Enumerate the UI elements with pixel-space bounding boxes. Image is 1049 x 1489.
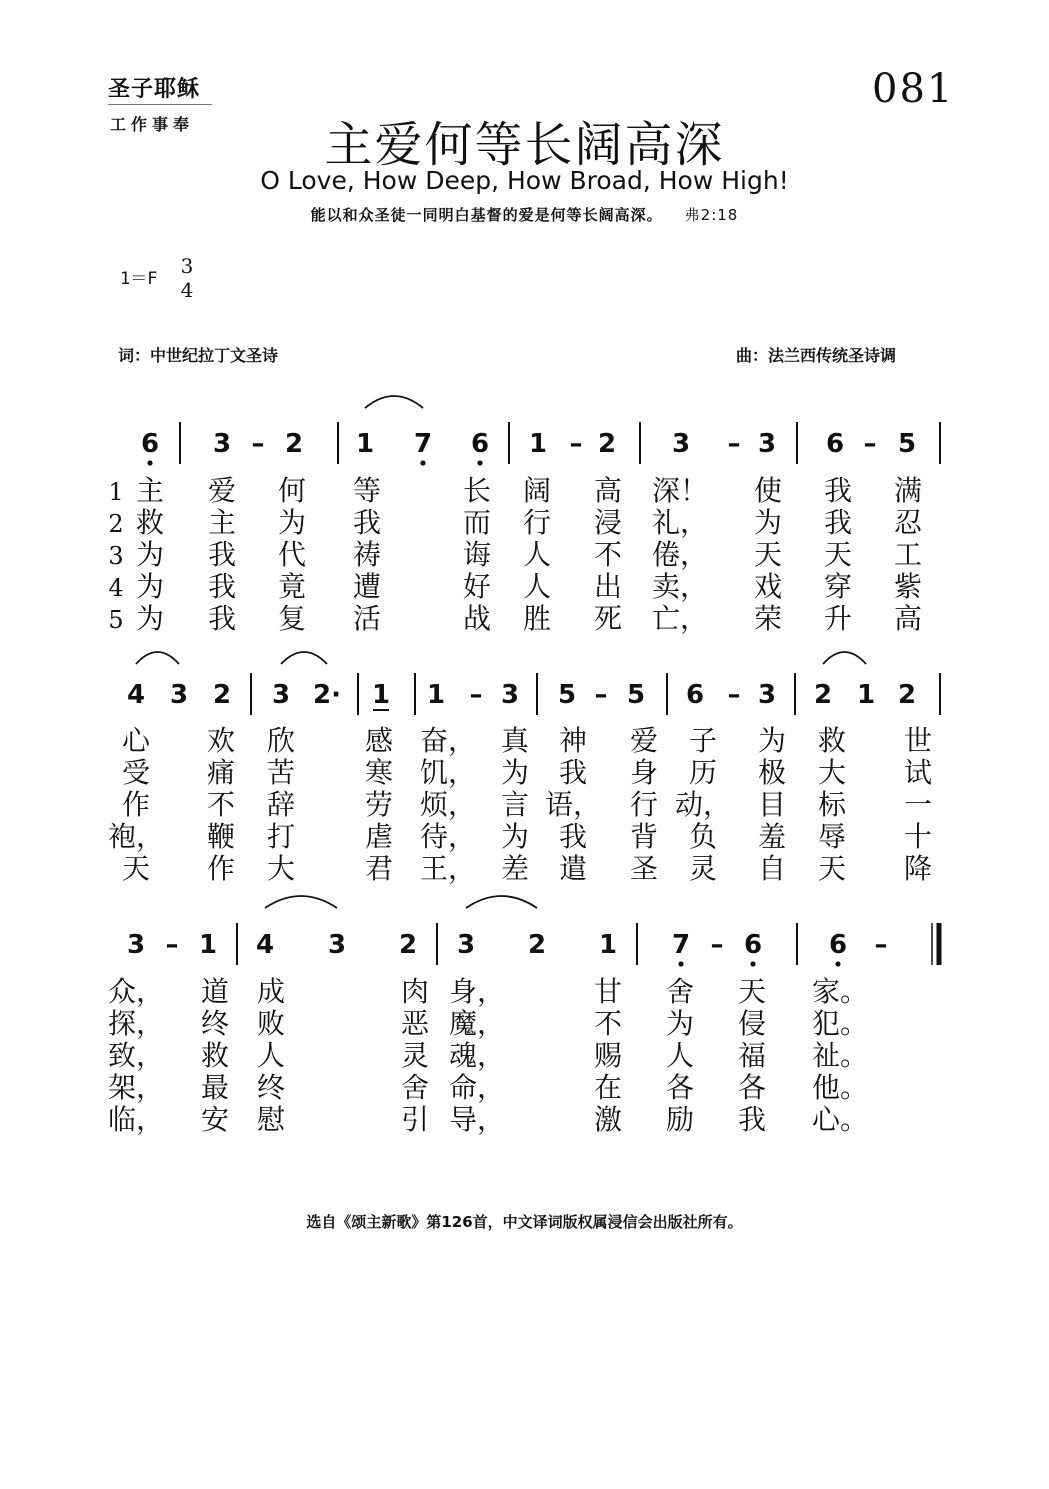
composer-credit: 曲：法兰西传统圣诗调: [736, 346, 897, 365]
octave-dot: [835, 961, 840, 966]
lyric-char: 安: [200, 1103, 230, 1136]
lyric-char: 激: [593, 1103, 623, 1136]
lyric-char: 受: [121, 756, 151, 789]
lyric-char: 君: [364, 852, 394, 885]
lyric-char: 等: [352, 474, 382, 507]
lyric-char: 亡，: [651, 602, 709, 635]
lyric-char: 不: [593, 538, 623, 571]
lyric-char: 肉: [400, 975, 430, 1008]
note: 2: [597, 429, 617, 459]
dash-sustain: –: [469, 680, 483, 710]
lyric-char: 辞: [266, 788, 296, 821]
lyric-char: 魔，: [448, 1007, 506, 1040]
octave-dot: [750, 961, 755, 966]
lyric-char: 大: [266, 852, 296, 885]
verse-number: 5: [108, 606, 124, 634]
dash-sustain: –: [165, 930, 179, 960]
lyric-char: 苦: [266, 756, 296, 789]
lyric-char: 心: [121, 724, 151, 757]
lyric-char: 灵: [400, 1039, 430, 1072]
lyric-char: 为: [665, 1007, 695, 1040]
lyric-char: 卖，: [651, 570, 709, 603]
lyric-char: 降: [903, 852, 933, 885]
lyric-char: 子: [688, 724, 718, 757]
lyric-char: 为: [500, 756, 530, 789]
lyric-char: 试: [903, 756, 933, 789]
slur: [823, 652, 866, 664]
lyric-char: 活: [352, 602, 382, 635]
lyric-char: 奋，: [419, 724, 477, 757]
verse-number: 2: [108, 510, 124, 538]
lyric-char: 圣: [629, 852, 659, 885]
lyric-char: 遣: [558, 852, 588, 885]
note: 2: [212, 680, 232, 710]
lyric-char: 言: [500, 788, 530, 821]
lyric-char: 鞭: [206, 820, 236, 853]
lyric-char: 为: [500, 820, 530, 853]
note: 3: [212, 429, 232, 459]
note: 2: [398, 930, 418, 960]
note: 1: [198, 930, 218, 960]
note: 2: [527, 930, 547, 960]
note: 5: [897, 429, 917, 459]
lyric-char: 烦，: [419, 788, 477, 821]
note: 6: [825, 429, 845, 459]
note: 3: [757, 680, 777, 710]
time-signature-bottom: 4: [180, 278, 194, 302]
note: 5: [626, 680, 646, 710]
lyric-char: 他。: [811, 1071, 869, 1104]
lyric-char: 饥，: [419, 756, 477, 789]
lyric-char: 为: [135, 570, 165, 603]
lyric-char: 甘: [593, 975, 623, 1008]
lyric-char: 欢: [206, 724, 236, 757]
lyric-char: 我: [558, 756, 588, 789]
lyric-char: 倦，: [651, 538, 709, 571]
lyric-char: 世: [903, 724, 933, 757]
lyric-char: 爱: [629, 724, 659, 757]
lyric-char: 好: [462, 570, 492, 603]
lyric-char: 行: [629, 788, 659, 821]
lyric-char: 侵: [737, 1007, 767, 1040]
note: 6: [743, 930, 763, 960]
lyric-char: 我: [352, 506, 382, 539]
note: 2: [813, 680, 833, 710]
lyric-char: 我: [207, 570, 237, 603]
note: 3: [169, 680, 189, 710]
lyric-char: 浸: [593, 506, 623, 539]
lyric-char: 工: [893, 538, 923, 571]
lyric-char: 动，: [674, 788, 732, 821]
lyric-char: 目: [757, 788, 787, 821]
lyric-char: 不: [593, 1007, 623, 1040]
lyric-char: 羞: [757, 820, 787, 853]
lyric-char: 人: [522, 570, 552, 603]
verse-number: 3: [108, 542, 124, 570]
note: 1: [371, 680, 391, 710]
scripture-reference: 弗2:18: [684, 206, 739, 224]
lyric-char: 一: [903, 788, 933, 821]
dash-sustain: –: [710, 930, 724, 960]
octave-dot: [147, 460, 152, 465]
lyric-char: 在: [593, 1071, 623, 1104]
lyric-char: 主: [207, 506, 237, 539]
lyric-char: 标: [817, 788, 847, 821]
dash-sustain: –: [874, 930, 888, 960]
lyric-char: 战: [462, 602, 492, 635]
lyric-char: 最: [200, 1071, 230, 1104]
note: 5: [557, 680, 577, 710]
lyric-char: 诲: [462, 538, 492, 571]
lyric-char: 家。: [811, 975, 869, 1008]
lyric-char: 各: [665, 1071, 695, 1104]
lyric-char: 辱: [817, 820, 847, 853]
lyric-char: 人: [522, 538, 552, 571]
lyric-char: 出: [593, 570, 623, 603]
lyric-char: 救: [200, 1039, 230, 1072]
octave-dot: [678, 961, 683, 966]
lyric-char: 导，: [448, 1103, 506, 1136]
lyric-char: 终: [200, 1007, 230, 1040]
note: 1: [598, 930, 618, 960]
note: 6: [140, 429, 160, 459]
slur: [265, 896, 337, 908]
note: 3: [456, 930, 476, 960]
note: 3: [757, 429, 777, 459]
lyric-char: 败: [256, 1007, 286, 1040]
lyric-char: 我: [558, 820, 588, 853]
lyric-char: 身，: [448, 975, 506, 1008]
lyric-char: 天: [737, 975, 767, 1008]
lyric-char: 打: [266, 820, 296, 853]
lyric-char: 灵: [688, 852, 718, 885]
lyric-char: 十: [903, 820, 933, 853]
hymn-number: 081: [872, 66, 955, 112]
lyric-char: 祷: [352, 538, 382, 571]
lyric-char: 临，: [107, 1103, 165, 1136]
lyric-char: 励: [665, 1103, 695, 1136]
note: 7: [413, 429, 433, 459]
lyric-char: 背: [629, 820, 659, 853]
lyric-char: 神: [558, 724, 588, 757]
note: 4: [255, 930, 275, 960]
note: 6: [828, 930, 848, 960]
note: 3: [671, 429, 691, 459]
lyric-char: 舍: [665, 975, 695, 1008]
lyric-char: 语，: [544, 788, 602, 821]
lyric-char: 为: [135, 538, 165, 571]
note: 3: [271, 680, 291, 710]
note: 1: [856, 680, 876, 710]
lyric-char: 寒: [364, 756, 394, 789]
copyright-footer: 选自《颂主新歌》第126首，中文译词版权属浸信会出版社所有。: [306, 1213, 743, 1231]
lyric-char: 救: [135, 506, 165, 539]
note: 6: [685, 680, 705, 710]
lyric-char: 升: [823, 602, 853, 635]
lyric-char: 负: [688, 820, 718, 853]
lyric-char: 高: [593, 474, 623, 507]
lyric-char: 代: [277, 538, 307, 571]
lyric-char: 众，: [107, 975, 165, 1008]
lyric-char: 致，: [107, 1039, 165, 1072]
note: 4: [126, 680, 146, 710]
lyric-char: 王，: [419, 852, 477, 885]
lyric-char: 为: [753, 506, 783, 539]
lyric-char: 痛: [206, 756, 236, 789]
octave-dot: [420, 460, 425, 465]
lyric-char: 成: [256, 975, 286, 1008]
lyric-char: 满: [893, 474, 923, 507]
lyric-char: 戏: [753, 570, 783, 603]
lyric-char: 命，: [448, 1071, 506, 1104]
lyric-char: 而: [462, 506, 492, 539]
lyric-char: 我: [207, 602, 237, 635]
note: 7: [671, 930, 691, 960]
lyric-char: 我: [823, 474, 853, 507]
lyric-char: 感: [364, 724, 394, 757]
lyric-char: 道: [200, 975, 230, 1008]
dash-sustain: –: [251, 429, 265, 459]
lyric-char: 恶: [400, 1007, 430, 1040]
lyric-char: 忍: [893, 506, 923, 539]
lyric-char: 行: [522, 506, 552, 539]
lyric-char: 天: [823, 538, 853, 571]
lyric-char: 不: [206, 788, 236, 821]
slur: [365, 396, 423, 408]
lyric-char: 欣: [266, 724, 296, 757]
lyric-char: 探，: [107, 1007, 165, 1040]
lyric-char: 大: [817, 756, 847, 789]
lyric-char: 犯。: [811, 1007, 869, 1040]
slur: [136, 652, 179, 664]
lyric-char: 长: [462, 474, 492, 507]
lyric-char: 差: [500, 852, 530, 885]
lyric-char: 爱: [207, 474, 237, 507]
dash-sustain: –: [863, 429, 877, 459]
lyric-char: 劳: [364, 788, 394, 821]
lyric-char: 慰: [256, 1103, 286, 1136]
lyric-char: 心。: [811, 1103, 869, 1136]
note: 2·: [313, 680, 341, 710]
key-signature: 1＝F: [120, 269, 158, 289]
lyric-char: 紫: [893, 570, 923, 603]
lyric-char: 礼，: [651, 506, 709, 539]
lyric-char: 竟: [277, 570, 307, 603]
dash-sustain: –: [594, 680, 608, 710]
note: 1: [426, 680, 446, 710]
lyric-char: 自: [757, 852, 787, 885]
note: 2: [897, 680, 917, 710]
lyric-char: 各: [737, 1071, 767, 1104]
lyric-char: 我: [207, 538, 237, 571]
lyric-char: 胜: [522, 602, 552, 635]
lyric-char: 作: [206, 852, 236, 885]
lyric-char: 何: [277, 474, 307, 507]
english-title: O Love, How Deep, How Broad, How High!: [260, 166, 789, 195]
lyric-char: 祉。: [811, 1039, 869, 1072]
hymn-title: 主爱何等长阔高深: [324, 117, 725, 173]
lyric-char: 历: [688, 756, 718, 789]
lyric-char: 救: [817, 724, 847, 757]
dash-sustain: –: [727, 429, 741, 459]
note: 6: [470, 429, 490, 459]
lyric-char: 荣: [753, 602, 783, 635]
time-signature-top: 3: [180, 254, 194, 278]
lyric-char: 作: [121, 788, 151, 821]
note: 1: [355, 429, 375, 459]
lyric-char: 穿: [823, 570, 853, 603]
verse-number: 4: [108, 574, 124, 602]
section-title: 圣子耶稣: [108, 76, 201, 102]
section-subtitle: 工作事奉: [110, 115, 195, 134]
lyric-char: 天: [121, 852, 151, 885]
dash-sustain: –: [569, 429, 583, 459]
lyric-char: 魂，: [448, 1039, 506, 1072]
lyric-char: 虐: [364, 820, 394, 853]
note: 3: [327, 930, 347, 960]
lyric-char: 引: [400, 1103, 430, 1136]
note: 2: [284, 429, 304, 459]
lyricist-credit: 词：中世纪拉丁文圣诗: [118, 346, 279, 365]
lyric-char: 我: [737, 1103, 767, 1136]
lyric-char: 极: [757, 756, 787, 789]
lyric-char: 为: [277, 506, 307, 539]
note: 1: [528, 429, 548, 459]
verse-number: 1: [108, 478, 124, 506]
lyric-char: 复: [277, 602, 307, 635]
lyric-char: 我: [823, 506, 853, 539]
lyric-char: 天: [817, 852, 847, 885]
lyric-char: 天: [753, 538, 783, 571]
lyric-char: 使: [753, 474, 783, 507]
note: 3: [126, 930, 146, 960]
scripture-text: 能以和众圣徒一同明白基督的爱是何等长阔高深。: [310, 206, 663, 224]
lyric-char: 舍: [400, 1071, 430, 1104]
lyric-char: 真: [500, 724, 530, 757]
lyric-char: 架，: [107, 1071, 165, 1104]
note: 3: [500, 680, 520, 710]
lyric-char: 人: [256, 1039, 286, 1072]
lyric-char: 主: [135, 474, 165, 507]
octave-dot: [477, 460, 482, 465]
lyric-char: 深！: [651, 474, 709, 507]
lyric-char: 阔: [522, 474, 552, 507]
slur: [466, 896, 537, 908]
dash-sustain: –: [727, 680, 741, 710]
slur: [281, 652, 327, 664]
lyric-char: 为: [757, 724, 787, 757]
lyric-char: 遭: [352, 570, 382, 603]
lyric-char: 福: [737, 1039, 767, 1072]
lyric-char: 高: [893, 602, 923, 635]
lyric-char: 赐: [593, 1039, 623, 1072]
lyric-char: 人: [665, 1039, 695, 1072]
lyric-char: 死: [593, 602, 623, 635]
lyric-char: 身: [629, 756, 659, 789]
lyric-char: 袍，: [107, 820, 165, 853]
lyric-char: 终: [256, 1071, 286, 1104]
lyric-char: 待，: [419, 820, 477, 853]
lyric-char: 为: [135, 602, 165, 635]
